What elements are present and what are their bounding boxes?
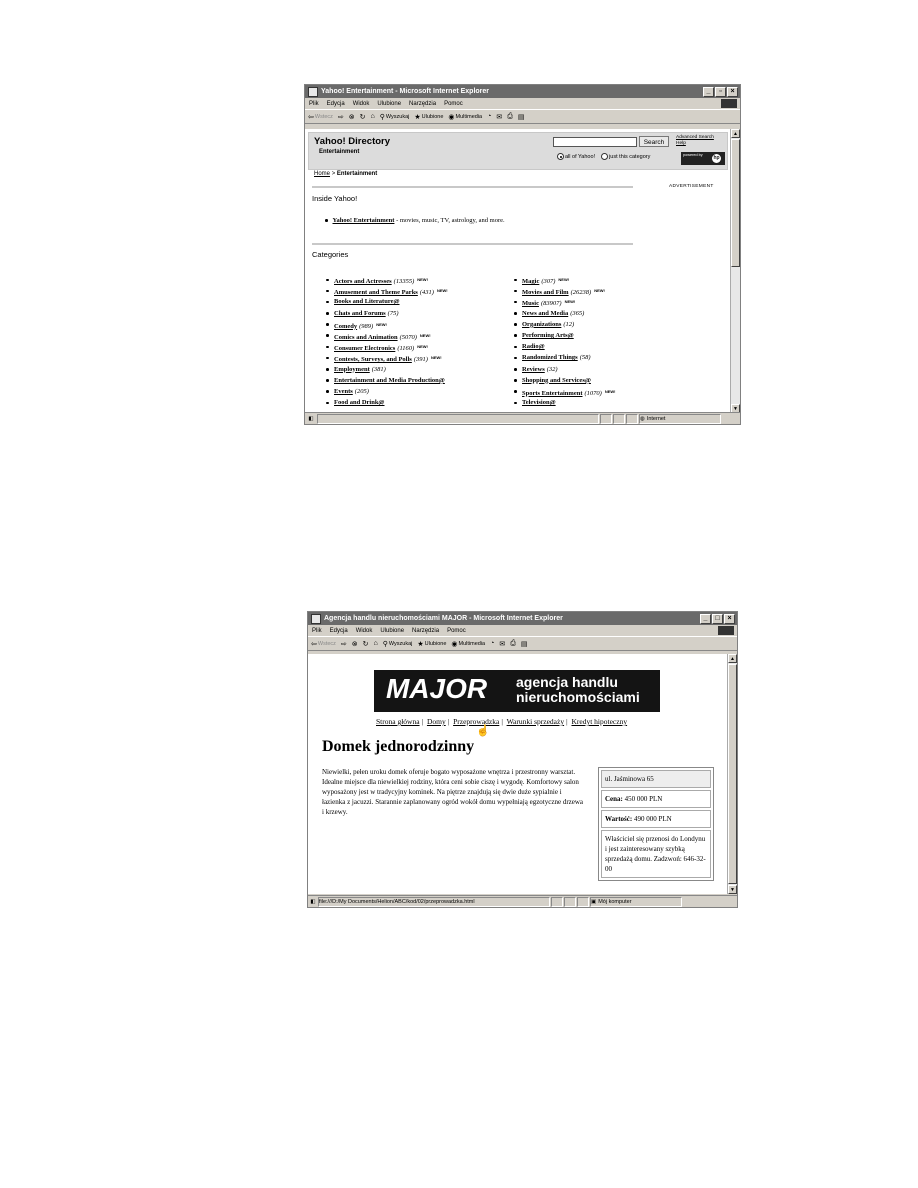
new-badge: NEW! [376,321,387,327]
toolbar [305,109,740,124]
category-link[interactable]: Comics and Animation [334,333,398,341]
home-icon[interactable]: ⌂ [373,640,378,647]
status-cell [564,897,576,907]
category-item [326,386,448,397]
category-count: (989) [359,322,374,330]
category-link[interactable]: Actors and Actresses [334,278,392,285]
vertical-scrollbar[interactable] [727,654,737,894]
media-button[interactable]: ◉ Multimedia [451,640,486,648]
category-item [326,319,448,330]
new-badge: NEW! [604,388,616,394]
category-link[interactable]: Organizations [522,320,562,328]
category-item [326,330,448,341]
category-item [514,341,616,352]
category-link[interactable]: Randomized Things [522,354,578,362]
print-icon[interactable]: ⎙ [507,112,513,120]
category-link[interactable]: Entertainment and Media Production@ [334,376,445,384]
star-icon: ★ [417,640,424,648]
zone-panel: ◍ Internet [639,414,721,424]
page-viewport [305,129,731,413]
categories-left-column [326,274,448,408]
category-link[interactable]: Radio@ [522,343,545,351]
nav-link-moving[interactable]: Przeprowadzka [453,717,500,726]
radio-icon [601,153,608,160]
star-icon: ★ [414,113,421,121]
advanced-search-help-links [676,135,714,147]
category-link[interactable]: Music [522,300,539,308]
menu-tools[interactable]: Narzędzia [412,627,440,634]
home-icon[interactable]: ⌂ [370,113,375,120]
menu-edit[interactable]: Edycja [326,100,345,107]
search-button[interactable]: ⚲ Wyszukaj [382,640,413,648]
title-bar[interactable] [305,85,740,98]
radio-this-category[interactable]: just this category [601,153,650,160]
bullet-icon [325,219,328,222]
favorites-button[interactable]: ★ Ulubione [417,640,447,648]
close-button[interactable]: × [724,614,735,624]
new-badge: NEW! [417,277,428,282]
category-count: (26238) [570,289,592,297]
categories-heading: Categories [312,250,349,259]
category-link[interactable]: Magic [522,278,540,285]
scroll-thumb[interactable] [731,139,740,267]
category-item [514,364,616,375]
category-item [326,285,448,296]
history-icon[interactable]: ◔ [490,640,495,647]
category-link[interactable]: Performing Arts@ [522,331,574,339]
category-item [326,364,448,375]
minimize-button[interactable]: _ [703,87,714,97]
menu-file[interactable]: Plik [309,100,319,107]
edit-icon[interactable]: ▤ [520,640,528,648]
yahoo-header [308,132,728,170]
category-item [326,397,448,408]
page-heading: Domek jednorodzinny [322,738,475,755]
new-badge: NEW! [564,299,576,305]
computer-icon: ▣ [591,898,597,905]
major-browser-window [307,611,738,908]
category-item [514,285,616,296]
banner-major-text: MAJOR [386,673,488,704]
windows-logo [718,626,734,635]
category-item [514,352,616,363]
new-badge: NEW! [436,288,448,294]
category-link[interactable]: Amusement and Theme Parks [334,289,418,297]
category-link[interactable]: Events [334,387,353,395]
page-icon: ◧ [310,898,316,905]
categories-right-column [514,274,616,408]
nav-link-sale-terms[interactable]: Warunki sprzedaży [506,717,565,726]
yahoo-browser-window [304,84,741,425]
category-link[interactable]: Sports Entertainment [522,389,583,397]
radio-all-yahoo[interactable]: all of Yahoo! [557,153,595,160]
edit-icon[interactable]: ▤ [517,113,525,121]
advanced-search-link[interactable]: Advanced Search [676,135,714,140]
search-scope [557,153,650,160]
new-badge: NEW! [558,277,570,282]
vertical-scrollbar[interactable] [730,129,740,413]
scroll-down-arrow-icon[interactable]: ▼ [731,404,740,413]
windows-logo [721,99,737,108]
search-submit-button[interactable]: Search [639,136,669,147]
minimize-button[interactable]: _ [700,614,711,624]
refresh-icon[interactable]: ↻ [362,640,369,648]
house-description: Niewielki, pełen uroku domek oferuje bogato wyposażone wnętrza i przestronny warsztat. Idealne miejsce dla niewielkiej rodziny, która ceni sobie ciszę i wygodę. Komfortowy salon wyposażony jest w tradycyjny kominek. Na piętrze znajdują się dwie duże sypialnie i łazienka z jacuzzi. Starannie zaplanowany ogród wokół domu wypełniają egzotyczne drzewa i krzewy. [322,768,584,816]
menu-bar [305,98,740,109]
forward-arrow-icon[interactable]: ⇨ [337,113,344,121]
category-count: (75) [387,309,399,317]
scroll-up-arrow-icon[interactable]: ▲ [731,129,740,138]
menu-edit[interactable]: Edycja [329,627,348,634]
category-count: (83907) [540,300,562,308]
menu-help[interactable]: Pomoc [444,100,463,107]
back-arrow-icon: ⇦ [308,113,314,121]
status-bar [305,412,740,424]
category-count: (13355) [393,278,415,285]
status-cell [551,897,563,907]
new-badge: NEW! [417,344,428,350]
ie-icon [311,614,321,624]
zone-panel: ▣ Mój komputer [590,897,682,907]
globe-icon: ◍ [640,415,645,422]
category-count: (205) [354,387,369,395]
media-button[interactable]: ◉ Multimedia [448,113,483,121]
category-link[interactable]: Reviews [522,365,545,373]
price-cell: Cena: 450 000 PLN [601,790,711,808]
status-bar [308,895,737,907]
back-button[interactable]: ⇦ Wstecz [308,113,333,121]
category-item [326,274,448,285]
stop-icon[interactable]: ⊗ [348,113,355,121]
menu-tools[interactable]: Narzędzia [409,100,437,107]
refresh-icon[interactable]: ↻ [359,113,366,121]
breadcrumb-current: Entertainment [336,171,378,177]
category-link[interactable]: Food and Drink@ [334,399,385,407]
category-link[interactable]: Comedy [334,322,358,330]
banner-tagline: agencja handlu nieruchomościami [516,674,640,705]
search-icon: ⚲ [382,640,388,648]
scroll-up-arrow-icon[interactable]: ▲ [728,654,737,663]
status-cell [626,414,638,424]
toolbar [308,636,737,651]
category-link[interactable]: Contests, Surveys, and Polls [334,356,412,364]
history-icon[interactable]: ◔ [487,113,492,120]
category-item [514,296,616,307]
close-button[interactable]: × [727,87,738,97]
category-item [514,330,616,341]
stop-icon[interactable]: ⊗ [351,640,358,648]
category-count: (1070) [584,389,602,397]
restore-button[interactable]: ▫ [715,87,726,97]
category-item [326,296,448,307]
menu-view[interactable]: Widok [355,627,373,634]
directory-subtitle: Entertainment [319,149,360,155]
category-item [326,341,448,352]
category-link[interactable]: Consumer Electronics [334,345,396,353]
page-icon: ◧ [308,415,314,422]
search-button[interactable]: ⚲ Wyszukaj [379,113,410,121]
help-link[interactable]: Help [676,141,686,146]
category-item [514,274,616,285]
category-link[interactable]: Shopping and Services@ [522,376,591,384]
hp-logo-icon: hp [713,155,720,161]
site-navigation: Strona główna | Domy | Przeprowadzka | Warunki sprzedaży | Kredyt hipoteczny [376,717,628,726]
category-count: (365) [570,309,585,317]
status-text [317,414,599,424]
status-cell [600,414,612,424]
inside-yahoo-item: Yahoo! Entertainment - movies, music, TV, astrology, and more. [325,217,505,224]
page-viewport [308,654,728,894]
radio-selected-icon [557,153,564,160]
new-badge: NEW! [419,332,431,338]
powered-by-hp-badge[interactable]: powered by hp [681,152,725,165]
category-count: (307) [541,278,556,285]
category-count: (58) [579,354,591,362]
category-link[interactable]: Television@ [522,399,556,407]
ie-icon [308,87,318,97]
menu-bar [308,625,737,636]
print-icon[interactable]: ⎙ [510,639,516,647]
category-item [514,397,616,408]
advertisement-label: ADVERTISEMENT [669,184,714,189]
category-count: (32) [546,365,558,373]
category-count: (12) [563,320,575,328]
media-icon: ◉ [448,113,455,121]
menu-help[interactable]: Pomoc [447,627,466,634]
menu-view[interactable]: Widok [352,100,370,107]
nav-link-mortgage[interactable]: Kredyt hipoteczny [571,717,628,726]
window-title: Yahoo! Entertainment - Microsoft Internet Explorer [321,88,490,95]
new-badge: NEW! [430,355,442,361]
media-icon: ◉ [451,640,458,648]
search-input[interactable] [553,137,637,147]
mail-icon[interactable]: ✉ [499,640,506,648]
title-bar[interactable] [308,612,737,625]
category-count: (431) [419,289,434,297]
menu-favorites[interactable]: Ulubione [380,627,405,634]
category-link[interactable]: News and Media [522,309,569,317]
nav-link-houses[interactable]: Domy [426,717,446,726]
category-item [514,386,616,397]
favorites-button[interactable]: ★ Ulubione [414,113,444,121]
status-cell [577,897,589,907]
menu-favorites[interactable]: Ulubione [377,100,402,107]
forward-arrow-icon[interactable]: ⇨ [340,640,347,648]
category-item [514,308,616,319]
status-url: file:///D:/My Documents/Helion/ABC/kod/02/przeprowadzka.html [318,897,550,907]
hand-cursor-icon: ☝ [476,725,490,737]
maximize-button[interactable]: □ [712,614,723,624]
mail-icon[interactable]: ✉ [496,113,503,121]
category-count: (1160) [397,345,415,353]
category-link[interactable]: Movies and Film [522,289,569,297]
new-badge: NEW! [594,288,605,294]
divider [312,243,633,245]
breadcrumb-home-link[interactable]: Home [314,171,331,177]
breadcrumb: Home > Entertainment [314,171,378,177]
divider [312,186,633,188]
major-logo-banner [374,670,660,712]
category-count: (381) [371,365,386,373]
house-details-box [598,767,714,881]
category-item [326,352,448,363]
directory-title: Yahoo! Directory [314,136,391,147]
category-count: (5070) [399,333,417,341]
category-item [326,375,448,386]
back-button[interactable]: ⇦ Wstecz [311,640,336,648]
status-cell [613,414,625,424]
category-item [514,319,616,330]
inside-yahoo-heading: Inside Yahoo! [312,194,358,203]
address-cell: ul. Jaśminowa 65 [601,770,711,788]
category-link[interactable]: Chats and Forums [334,309,386,317]
scroll-thumb[interactable] [728,664,737,884]
category-item [514,375,616,386]
menu-file[interactable]: Plik [312,627,322,634]
category-count: (391) [413,356,428,364]
search-icon: ⚲ [379,113,385,121]
yahoo-entertainment-link[interactable]: Yahoo! Entertainment [332,217,395,224]
back-arrow-icon: ⇦ [311,640,317,648]
nav-link-home[interactable]: Strona główna [376,717,420,726]
window-title: Agencja handlu nieruchomościami MAJOR - Microsoft Internet Explorer [324,615,563,622]
scroll-down-arrow-icon[interactable]: ▼ [728,885,737,894]
category-item [326,308,448,319]
category-link[interactable]: Employment [334,365,370,373]
value-cell: Wartość: 490 000 PLN [601,810,711,828]
category-link[interactable]: Books and Literature@ [334,298,400,306]
note-cell: Właściciel się przenosi do Londynu i jest zainteresowany szybką sprzedażą domu. Zadzwoń: 646-32-00 [601,830,711,878]
